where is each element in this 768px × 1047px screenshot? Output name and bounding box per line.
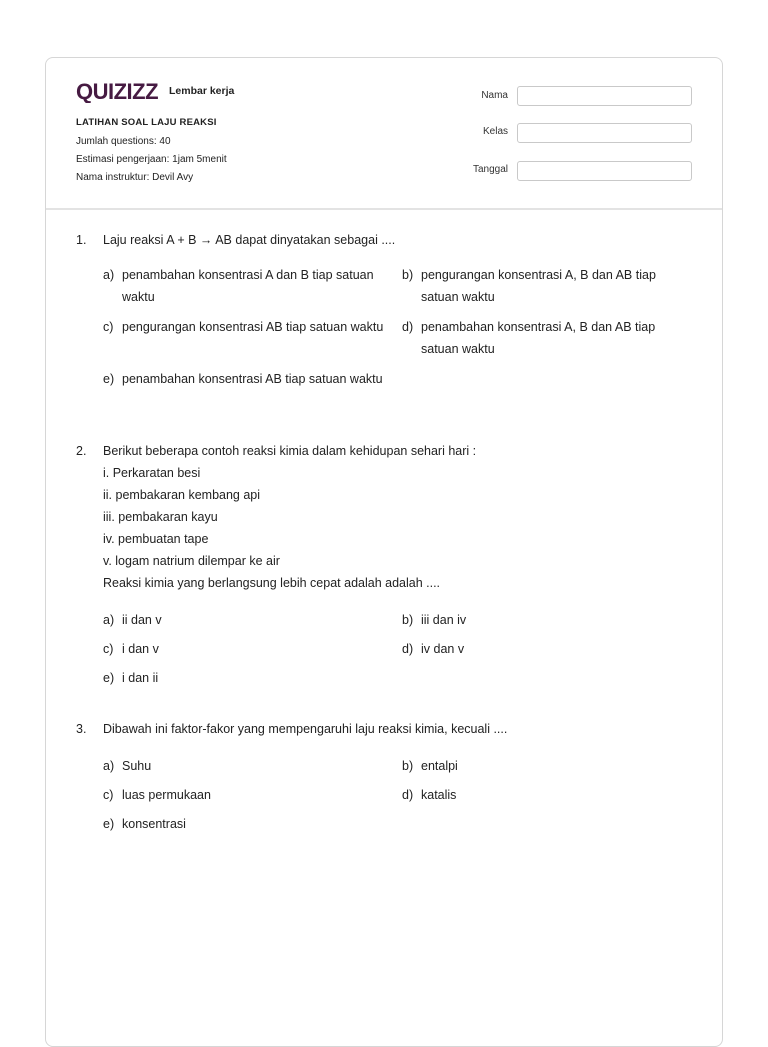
question-number: 2. [76, 444, 87, 458]
question-text: ii. pembakaran kembang api [103, 488, 261, 502]
option-letter: d) [402, 320, 414, 334]
option-text: i dan ii [122, 671, 159, 685]
option-letter: d) [402, 642, 414, 656]
question-text: v. logam natrium dilempar ke air [103, 554, 280, 568]
option-text: pengurangan konsentrasi A, B dan AB tiap satuan waktu [421, 268, 656, 304]
option-letter: a) [103, 613, 115, 627]
estimated-time: Estimasi pengerjaan: 1jam 5menit [76, 154, 227, 165]
option-text: ii dan v [122, 613, 162, 627]
name-field-label: Nama [481, 90, 508, 101]
option-text: pengurangan konsentrasi AB tiap satuan waktu [122, 320, 384, 334]
question-text: Berikut beberapa contoh reaksi kimia dalam kehidupan sehari hari : [103, 444, 477, 458]
option-text: i dan v [122, 642, 159, 656]
worksheet-header [46, 58, 722, 210]
question-number: 3. [76, 722, 87, 736]
question-text: Dibawah ini faktor-fakor yang mempengaruhi laju reaksi kimia, kecuali .... [103, 722, 508, 736]
option-text: penambahan konsentrasi A, B dan AB tiap satuan waktu [421, 320, 656, 356]
question-text: i. Perkaratan besi [103, 466, 201, 480]
date-field-label: Tanggal [472, 164, 508, 175]
option-text: entalpi [421, 759, 458, 773]
option-letter: d) [402, 788, 414, 802]
option-text: katalis [421, 788, 457, 802]
option-letter: e) [103, 372, 115, 386]
option-letter: c) [103, 788, 114, 802]
option-text: konsentrasi [122, 817, 186, 831]
instructor-name: Nama instruktur: Devil Avy [76, 172, 194, 183]
question-text: Laju reaksi A + B → AB dapat dinyatakan sebagai .... [103, 233, 396, 247]
option-text: penambahan konsentrasi A dan B tiap satuan waktu [122, 268, 374, 304]
class-field[interactable] [517, 123, 692, 143]
name-field[interactable] [517, 86, 692, 106]
worksheet-label: Lembar kerja [169, 85, 235, 97]
option-text: penambahan konsentrasi AB tiap satuan waktu [122, 372, 383, 386]
option-text: iii dan iv [421, 613, 467, 627]
option-letter: c) [103, 320, 114, 334]
class-field-label: Kelas [482, 126, 508, 137]
option-letter: b) [402, 268, 414, 282]
svg-text:QUIZIZZ: QUIZIZZ [76, 79, 159, 103]
option-letter: a) [103, 268, 115, 282]
option-letter: c) [103, 642, 114, 656]
question-text: iii. pembakaran kayu [103, 510, 218, 524]
option-text: iv dan v [421, 642, 465, 656]
option-letter: a) [103, 759, 115, 773]
option-text: luas permukaan [122, 788, 211, 802]
option-text: Suhu [122, 759, 152, 773]
question-count: Jumlah questions: 40 [76, 136, 171, 147]
option-letter: b) [402, 613, 414, 627]
question-text: iv. pembuatan tape [103, 532, 209, 546]
option-letter: b) [402, 759, 414, 773]
date-field[interactable] [517, 161, 692, 181]
option-letter: e) [103, 817, 115, 831]
worksheet-title: LATIHAN SOAL LAJU REAKSI [76, 117, 217, 128]
option-letter: e) [103, 671, 115, 685]
question-number: 1. [76, 233, 87, 247]
quizizz-logo [76, 79, 166, 103]
question-text: Reaksi kimia yang berlangsung lebih cepat adalah adalah .... [103, 576, 441, 590]
